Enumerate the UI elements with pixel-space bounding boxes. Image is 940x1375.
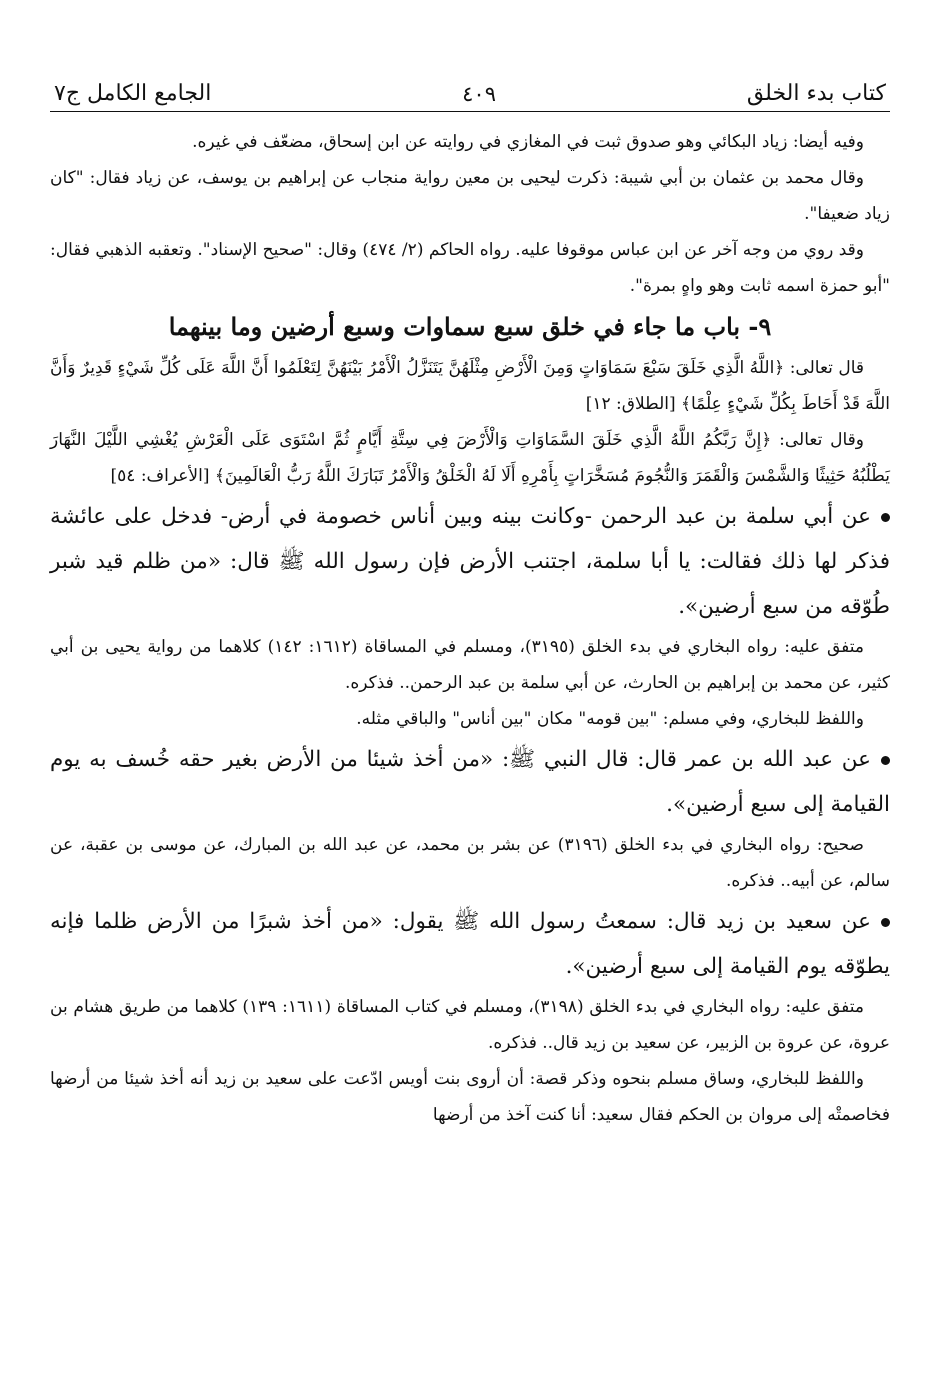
commentary-paragraph <box>50 629 890 701</box>
paragraph-text: وقال محمد بن عثمان بن أبي شيبة: ذكرت ليحيى بن معين رواية منجاب عن إبراهيم بن يوسف، عن زياد فقال: "كان زياد ضعيفا". <box>50 168 890 224</box>
chapter-heading <box>50 306 890 348</box>
paragraph-text: عن أبي سلمة بن عبد الرحمن -وكانت بينه وبين أناس خصومة في أرض- فدخل على عائشة فذكر لها ذلك فقالت: يا أبا سلمة، اجتنب الأرض فإن رسول الله ﷺ قال: «من ظلم قيد شبر طُوّقه من سبع أرضين». <box>50 504 890 619</box>
commentary-paragraph <box>50 422 890 494</box>
paragraph-text: متفق عليه: رواه البخاري في بدء الخلق (٣١٩٥)، ومسلم في المساقاة (١٦١٢: ١٤٢) كلاهما من رواية يحيى بن أبي كثير، عن محمد بن إبراهيم بن الحارث، عن أبي سلمة بن عبد الرحمن.. فذكره. <box>50 637 890 693</box>
paragraph-text: متفق عليه: رواه البخاري في بدء الخلق (٣١٩٨)، ومسلم في كتاب المساقاة (١٦١١: ١٣٩) كلاهما من طريق هشام بن عروة، عن عروة بن الزبير، عن سعيد بن زيد قال.. فذكره. <box>50 997 890 1053</box>
bullet-icon <box>881 513 890 522</box>
paragraph-text: عن سعيد بن زيد قال: سمعتُ رسول الله ﷺ يقول: «من أخذ شبرًا من الأرض ظلما فإنه يطوّقه يوم القيامة إلى سبع أرضين». <box>50 909 890 979</box>
commentary-paragraph <box>50 1061 890 1133</box>
paragraph-text: عن عبد الله بن عمر قال: قال النبي ﷺ: «من أخذ شيئا من الأرض بغير حقه خُسف به يوم القيامة إلى سبع أرضين». <box>50 747 890 817</box>
header-book-title: كتاب بدء الخلق <box>746 81 886 106</box>
commentary-paragraph <box>50 232 890 304</box>
page-number: ٤٠٩ <box>462 82 496 106</box>
paragraph-text: واللفظ للبخاري، وساق مسلم بنحوه وذكر قصة: أن أروى بنت أويس ادّعت على سعيد بن زيد أنه أخذ شيئا من أرضها فخاصمتْه إلى مروان بن الحكم فقال سعيد: أنا كنت آخذ من أرضها <box>50 1069 890 1125</box>
hadith-text <box>50 737 890 827</box>
header-rule <box>50 111 890 112</box>
paragraph-text: صحيح: رواه البخاري في بدء الخلق (٣١٩٦) عن بشر بن محمد، عن عبد الله بن المبارك، عن موسى بن عقبة، عن سالم، عن أبيه.. فذكره. <box>50 835 890 891</box>
hadith-text <box>50 899 890 989</box>
paragraph-text: وقال تعالى: ﴿إِنَّ رَبَّكُمُ اللَّهُ الَّذِي خَلَقَ السَّمَاوَاتِ وَالْأَرْضَ فِي سِتَّةِ أَيَّامٍ ثُمَّ اسْتَوَى عَلَى الْعَرْشِ يُغْشِي اللَّيْلَ النَّهَارَ يَطْلُبُهُ حَثِيثًا وَالشَّمْسَ وَالْقَمَرَ وَالنُّجُومَ مُسَخَّرَاتٍ بِأَمْرِهِ أَلَا لَهُ الْخَلْقُ وَالْأَمْرُ تَبَارَكَ اللَّهُ رَبُّ الْعَالَمِينَ﴾ [الأعراف: ٥٤] <box>50 430 890 486</box>
bullet-icon <box>881 756 890 765</box>
page-body <box>50 124 890 1355</box>
paragraph-text: ٩- باب ما جاء في خلق سبع سماوات وسبع أرضين وما بينهما <box>168 312 772 341</box>
bullet-icon <box>881 918 890 927</box>
commentary-paragraph <box>50 124 890 160</box>
commentary-paragraph <box>50 989 890 1061</box>
paragraph-text: وفيه أيضا: زياد البكائي وهو صدوق ثبت في المغازي في روايته عن ابن إسحاق، مضعّف في غيره. <box>192 132 864 152</box>
hadith-text <box>50 494 890 629</box>
commentary-paragraph <box>50 160 890 232</box>
commentary-paragraph <box>50 827 890 899</box>
paragraph-text: واللفظ للبخاري، وفي مسلم: "بين قومه" مكان "بين أناس" والباقي مثله. <box>356 709 864 729</box>
paragraph-text: وقد روي من وجه آخر عن ابن عباس موقوفا عليه. رواه الحاكم (٢/ ٤٧٤) وقال: "صحيح الإسناد". وتعقبه الذهبي فقال: "أبو حمزة اسمه ثابت وهو واهٍ بمرة". <box>50 240 890 296</box>
header-volume-title: الجامع الكامل ج٧ <box>54 81 212 106</box>
commentary-paragraph <box>50 350 890 422</box>
commentary-paragraph <box>50 701 890 737</box>
paragraph-text: قال تعالى: ﴿اللَّهُ الَّذِي خَلَقَ سَبْعَ سَمَاوَاتٍ وَمِنَ الْأَرْضِ مِثْلَهُنَّ يَتَنَزَّلُ الْأَمْرُ بَيْنَهُنَّ لِتَعْلَمُوا أَنَّ اللَّهَ عَلَى كُلِّ شَيْءٍ قَدِيرٌ وَأَنَّ اللَّهَ قَدْ أَحَاطَ بِكُلِّ شَيْءٍ عِلْمًا﴾ [الطلاق: ١٢] <box>50 358 890 414</box>
page-header <box>54 66 886 106</box>
